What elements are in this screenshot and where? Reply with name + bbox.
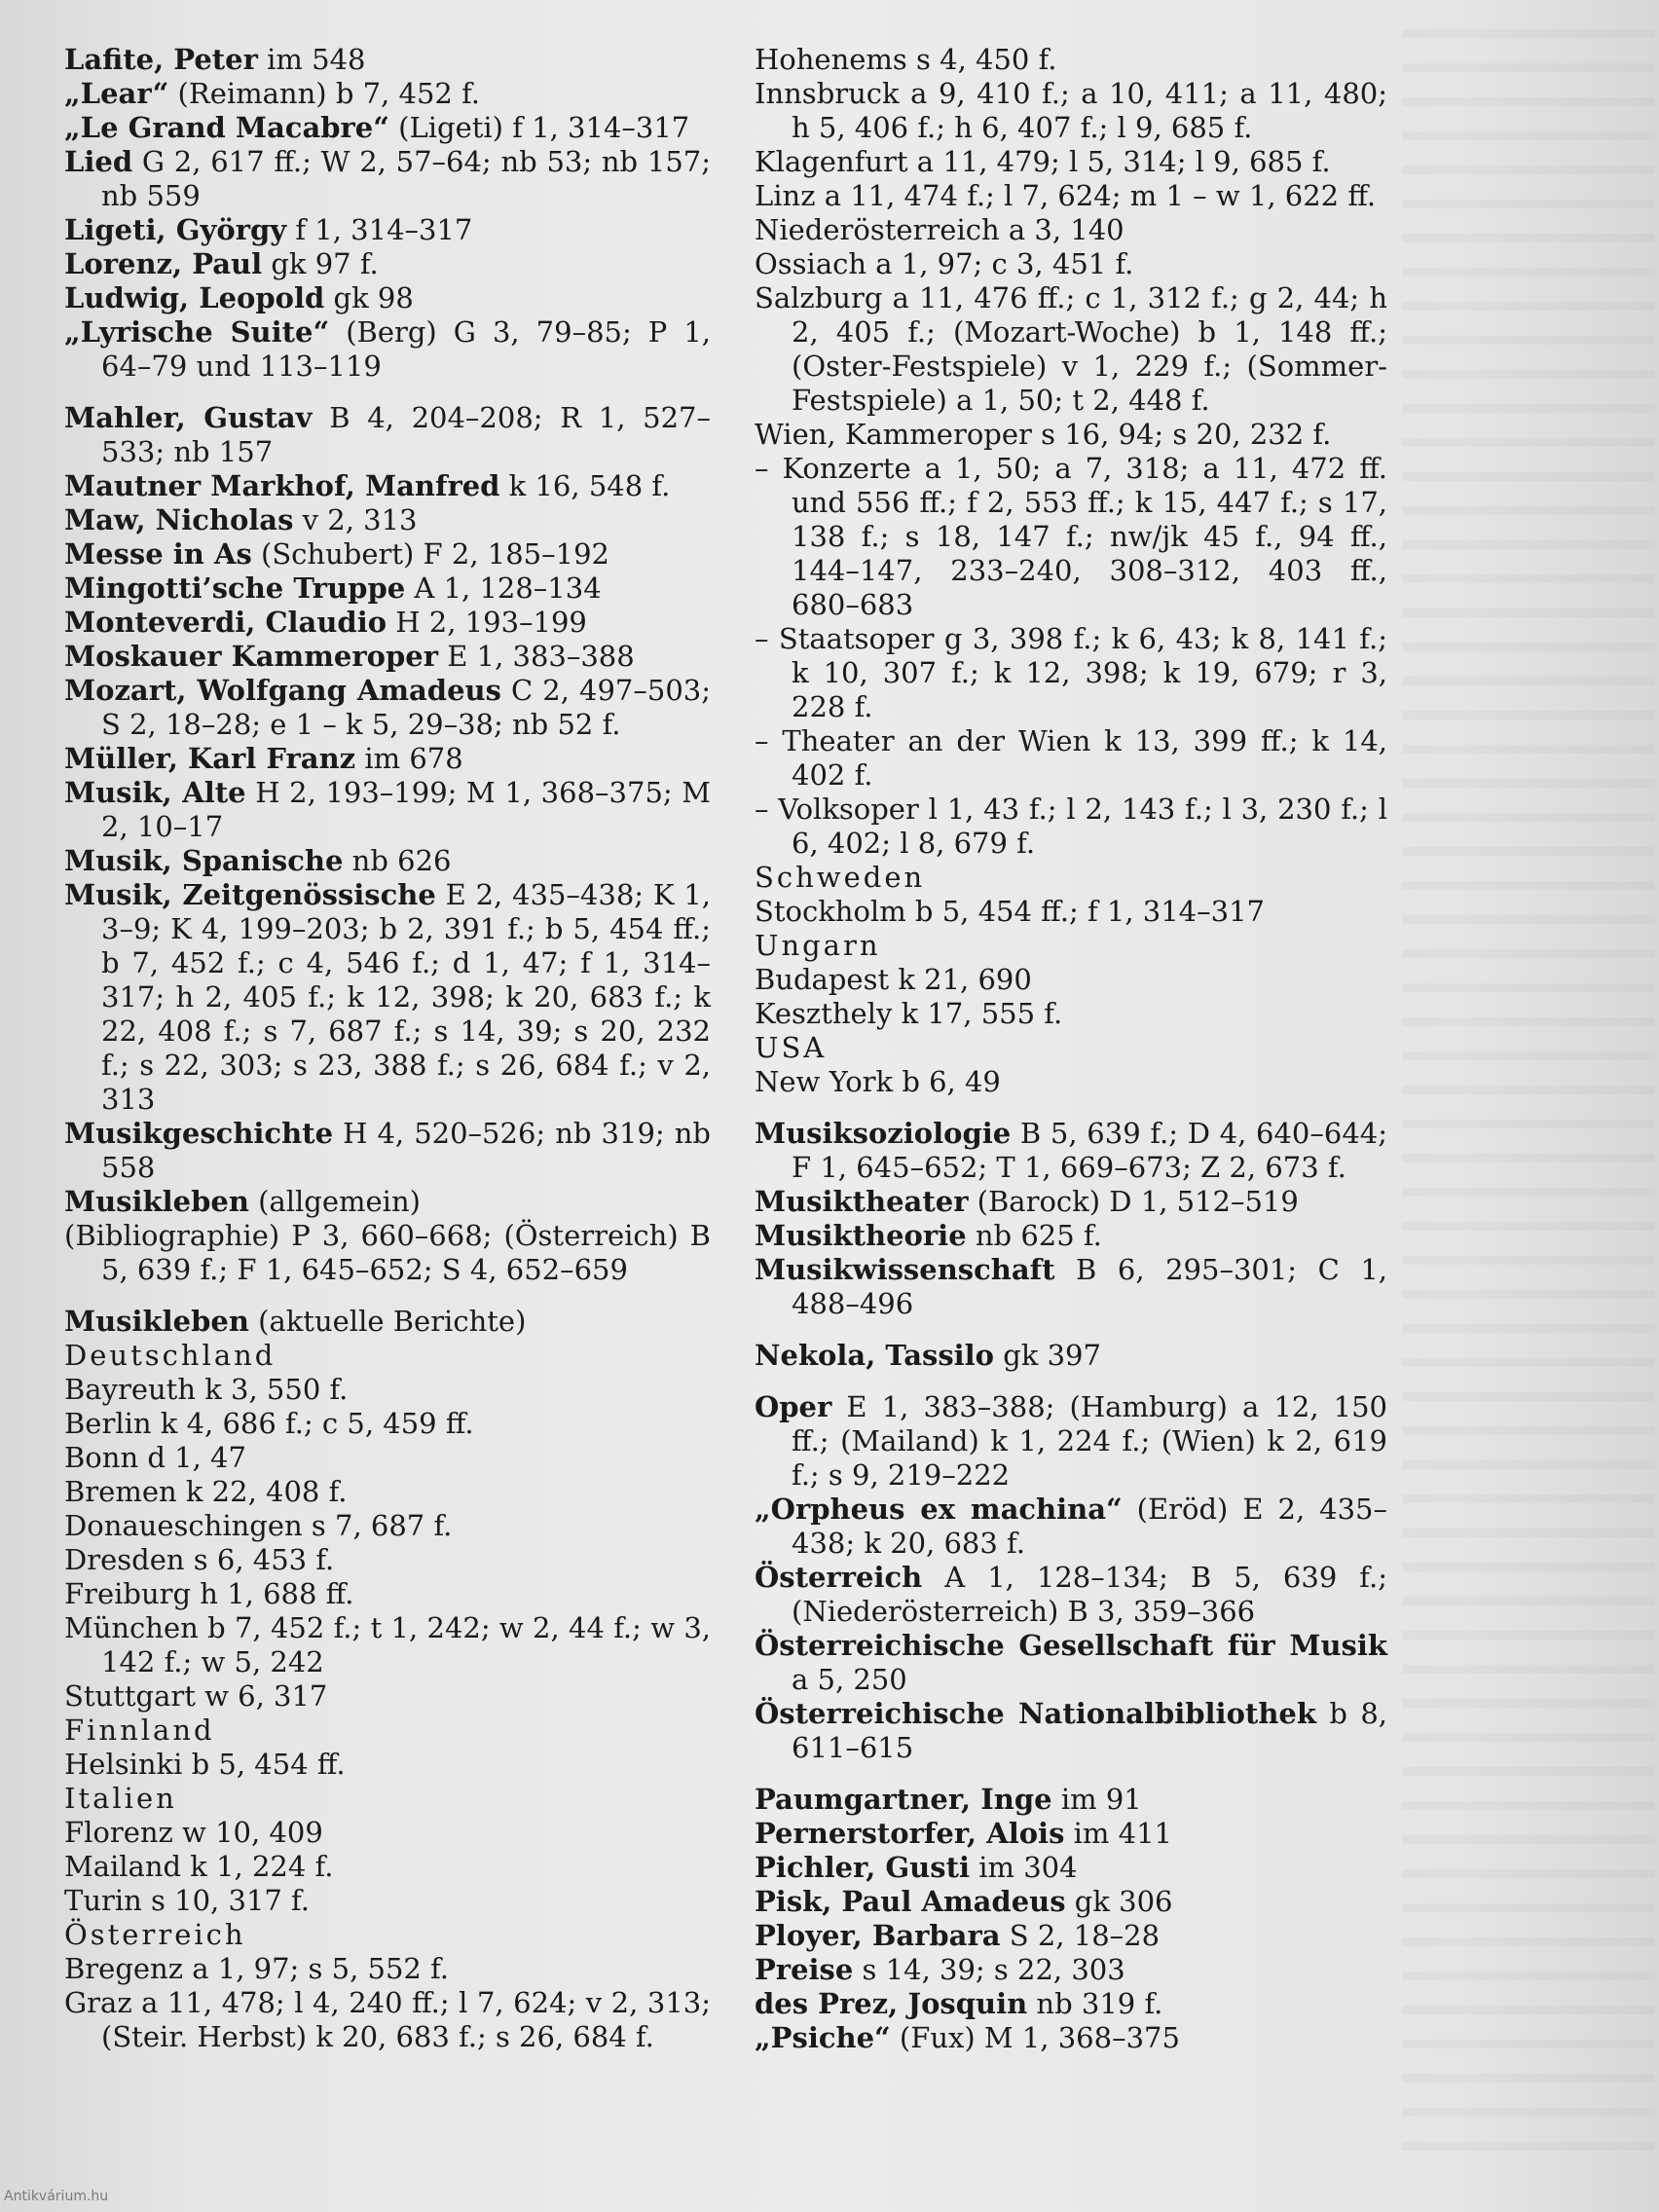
entry-references: im 678 — [355, 742, 463, 775]
entry-keyword: „Lyrische Suite“ — [64, 315, 330, 349]
entry-references: v 2, 313 — [293, 503, 418, 536]
index-column-left — [64, 43, 711, 2054]
index-entry — [64, 1441, 711, 1475]
entry-keyword: Mozart, Wolfgang Amadeus — [64, 674, 501, 707]
index-entry — [755, 997, 1387, 1031]
index-entry — [64, 1816, 711, 1850]
entry-keyword: „Orpheus ex machina“ — [755, 1493, 1123, 1526]
index-entry — [755, 622, 1387, 724]
index-entry — [755, 1987, 1387, 2021]
entry-references: München b 7, 452 f.; t 1, 242; w 2, 44 f.; w 3, 142 f.; w 5, 242 — [64, 1611, 711, 1678]
index-entry — [64, 571, 711, 606]
index-entry — [755, 77, 1387, 145]
entry-references: A 1, 128–134 — [405, 571, 602, 605]
entry-references: (aktuelle Berichte) — [248, 1305, 527, 1338]
index-entry — [755, 1953, 1387, 1987]
index-entry — [64, 844, 711, 878]
entry-references: s 14, 39; s 22, 303 — [853, 1953, 1125, 1986]
index-entry — [755, 1851, 1387, 1885]
entry-keyword: Müller, Karl Franz — [64, 742, 356, 775]
index-entry — [64, 1850, 711, 1884]
entry-keyword: Österreichische Gesellschaft für Musik — [755, 1629, 1387, 1662]
entry-keyword: Musikleben — [64, 1185, 249, 1218]
entry-keyword: Musiktheater — [755, 1185, 969, 1218]
entry-keyword: Lorenz, Paul — [64, 247, 263, 280]
entry-references: (Eröd) E 2, 435–438; k 20, 683 f. — [792, 1493, 1388, 1560]
index-entry — [64, 640, 711, 674]
index-entry — [64, 281, 711, 315]
entry-keyword: Monteverdi, Claudio — [64, 606, 387, 639]
country-heading: USA — [755, 1031, 828, 1064]
index-entry — [64, 1577, 711, 1611]
entry-references: – Theater an der Wien k 13, 399 ff.; k 14, 402 f. — [755, 724, 1387, 792]
index-entry — [64, 111, 711, 145]
entry-references: (allgemein) — [248, 1185, 421, 1218]
entry-references: C 2, 497–503; S 2, 18–28; e 1 – k 5, 29–38; nb 52 f. — [101, 674, 711, 741]
index-entry — [64, 742, 711, 776]
entry-keyword: „Psiche“ — [755, 2021, 891, 2054]
index-entry — [755, 1339, 1387, 1373]
index-entry — [64, 315, 711, 384]
entry-references: b 8, 611–615 — [792, 1697, 1388, 1764]
index-entry — [64, 1986, 711, 2054]
entry-references: S 2, 18–28 — [1000, 1919, 1161, 1952]
entry-keyword: Maw, Nicholas — [64, 503, 294, 536]
index-column-right — [755, 43, 1387, 2055]
index-entry — [64, 1509, 711, 1543]
entry-keyword: des Prez, Josquin — [755, 1987, 1028, 2020]
entry-references: Stockholm b 5, 454 ff.; f 1, 314–317 — [755, 895, 1265, 928]
entry-keyword: Lafite, Peter — [64, 43, 258, 76]
entry-references: G 2, 617 ff.; W 2, 57–64; nb 53; nb 157; nb 559 — [101, 145, 711, 212]
entry-keyword: Paumgartner, Inge — [755, 1783, 1052, 1816]
entry-references: nb 625 f. — [966, 1219, 1102, 1252]
index-entry — [755, 179, 1387, 213]
entry-references: (Ligeti) f 1, 314–317 — [388, 111, 690, 144]
entry-references: Graz a 11, 478; l 4, 240 ff.; l 7, 624; v 2, 313; (Steir. Herbst) k 20, 683 f.; s 26, 684 f. — [64, 1986, 711, 2053]
facing-page-shadow — [1402, 29, 1655, 2171]
entry-references: – Konzerte a 1, 50; a 7, 318; a 11, 472 ff. und 556 ff.; f 2, 553 ff.; k 15, 447 f.; s 17, 138 f.; s 18, 147 f.; nw/jk 45 f., 94 ff., 144–147, 233–240, 308–312, 403 ff., 680–683 — [755, 452, 1387, 621]
entry-keyword: „Le Grand Macabre“ — [64, 111, 389, 144]
watermark: Antikvárium.hu — [4, 2189, 109, 2204]
country-heading: Italien — [64, 1782, 177, 1815]
entry-references: Dresden s 6, 453 f. — [64, 1543, 335, 1576]
index-entry — [755, 1817, 1387, 1851]
index-entry — [755, 1561, 1387, 1629]
index-entry — [64, 1475, 711, 1509]
index-entry — [64, 1219, 711, 1287]
index-entry — [64, 1679, 711, 1714]
index-entry — [64, 247, 711, 281]
entry-keyword: Österreich — [755, 1561, 923, 1594]
index-entry — [755, 724, 1387, 793]
index-entry — [64, 213, 711, 247]
entry-references: Ossiach a 1, 97; c 3, 451 f. — [755, 247, 1134, 280]
index-entry — [64, 1952, 711, 1986]
index-entry — [64, 503, 711, 537]
index-entry — [755, 1117, 1387, 1185]
entry-references: (Reimann) b 7, 452 f. — [168, 77, 480, 110]
index-entry — [64, 43, 711, 77]
entry-references: Budapest k 21, 690 — [755, 963, 1032, 996]
index-entry — [755, 145, 1387, 179]
index-entry — [64, 674, 711, 742]
entry-keyword: Messe in As — [64, 537, 252, 571]
country-heading: Schweden — [755, 861, 926, 894]
entry-references: Salzburg a 11, 476 ff.; c 1, 312 f.; g 2, 44; h 2, 405 f.; (Mozart-Woche) b 1, 148 ff.; (Oster-Festspiele) v 1, 229 f.; (Sommer-Festspiele) a 1, 50; t 2, 448 f. — [755, 281, 1387, 417]
entry-references: Helsinki b 5, 454 ff. — [64, 1748, 346, 1781]
entry-references: Innsbruck a 9, 410 f.; a 10, 411; a 11, 480; h 5, 406 f.; h 6, 407 f.; l 9, 685 f. — [755, 77, 1387, 144]
entry-references: im 411 — [1064, 1817, 1172, 1850]
entry-references: Keszthely k 17, 555 f. — [755, 997, 1063, 1030]
entry-references: Bregenz a 1, 97; s 5, 552 f. — [64, 1952, 449, 1985]
entry-references: Niederösterreich a 3, 140 — [755, 213, 1124, 246]
entry-keyword: Musiksoziologie — [755, 1117, 1012, 1150]
entry-keyword: Ligeti, György — [64, 213, 287, 246]
entry-keyword: Oper — [755, 1390, 832, 1423]
entry-references: gk 397 — [994, 1339, 1101, 1372]
entry-references: gk 98 — [324, 281, 414, 314]
entry-references: gk 97 f. — [262, 247, 379, 280]
entry-references: B 5, 639 f.; D 4, 640–644; F 1, 645–652; T 1, 669–673; Z 2, 673 f. — [792, 1117, 1387, 1184]
index-entry — [64, 77, 711, 111]
country-heading: Deutschland — [64, 1339, 276, 1372]
index-entry — [64, 1305, 711, 1339]
index-entry — [755, 1919, 1387, 1953]
country-heading: Finnland — [64, 1714, 215, 1747]
index-entry — [64, 145, 711, 213]
index-entry — [64, 878, 711, 1117]
entry-references: Bayreuth k 3, 550 f. — [64, 1373, 349, 1406]
index-entry — [755, 2021, 1387, 2055]
index-entry — [755, 1253, 1387, 1321]
index-entry — [64, 469, 711, 503]
entry-keyword: Preise — [755, 1953, 854, 1986]
entry-keyword: Mautner Markhof, Manfred — [64, 469, 500, 502]
entry-keyword: „Lear“ — [64, 77, 169, 110]
entry-references: A 1, 128–134; B 5, 639 f.; (Niederösterreich) B 3, 359–366 — [792, 1561, 1387, 1628]
index-entry — [755, 963, 1387, 997]
entry-references: Linz a 11, 474 f.; l 7, 624; m 1 – w 1, 622 ff. — [755, 179, 1377, 212]
index-entry — [755, 452, 1387, 622]
entry-keyword: Musik, Zeitgenössische — [64, 878, 436, 911]
entry-references: Mailand k 1, 224 f. — [64, 1850, 334, 1883]
entry-references: B 6, 295–301; C 1, 488–496 — [792, 1253, 1387, 1320]
entry-references: (Bibliographie) P 3, 660–668; (Österreich) B 5, 639 f.; F 1, 645–652; S 4, 652–659 — [64, 1219, 711, 1286]
entry-references: – Volksoper l 1, 43 f.; l 2, 143 f.; l 3, 230 f.; l 6, 402; l 8, 679 f. — [755, 793, 1387, 860]
entry-keyword: Ludwig, Leopold — [64, 281, 325, 314]
country-heading: Ungarn — [755, 929, 881, 962]
entry-keyword: Lied — [64, 145, 133, 178]
index-entry — [755, 1697, 1387, 1765]
entry-keyword: Musikgeschichte — [64, 1117, 334, 1150]
entry-keyword: Musik, Spanische — [64, 844, 344, 877]
entry-references: im 91 — [1051, 1783, 1142, 1816]
index-entry — [755, 1885, 1387, 1919]
index-entry — [64, 776, 711, 844]
entry-references: gk 306 — [1065, 1885, 1173, 1918]
entry-keyword: Musik, Alte — [64, 776, 246, 809]
entry-keyword: Nekola, Tassilo — [755, 1339, 995, 1372]
entry-references: Berlin k 4, 686 f.; c 5, 459 ff. — [64, 1407, 474, 1440]
entry-keyword: Pichler, Gusti — [755, 1851, 970, 1884]
index-entry — [755, 1185, 1387, 1219]
entry-references: nb 626 — [343, 844, 452, 877]
entry-references: im 548 — [257, 43, 366, 76]
index-entry — [755, 418, 1387, 452]
entry-keyword: Ployer, Barbara — [755, 1919, 1001, 1952]
index-entry — [64, 606, 711, 640]
index-entry — [64, 1407, 711, 1441]
entry-references: H 2, 193–199 — [387, 606, 587, 639]
index-entry — [755, 1493, 1387, 1561]
entry-references: Klagenfurt a 11, 479; l 5, 314; l 9, 685 f. — [755, 145, 1331, 178]
entry-references: Freiburg h 1, 688 ff. — [64, 1577, 354, 1610]
index-entry — [64, 1611, 711, 1679]
entry-references: New York b 6, 49 — [755, 1065, 1001, 1098]
index-entry — [755, 1065, 1387, 1099]
entry-keyword: Musikwissenschaft — [755, 1253, 1055, 1286]
index-entry — [64, 401, 711, 469]
entry-references: – Staatsoper g 3, 398 f.; k 6, 43; k 8, 141 f.; k 10, 307 f.; k 12, 398; k 19, 679; r 3, 228 f. — [755, 622, 1387, 723]
entry-references: (Fux) M 1, 368–375 — [890, 2021, 1180, 2054]
index-entry — [64, 1373, 711, 1407]
entry-references: a 5, 250 — [792, 1663, 907, 1696]
entry-references: Florenz w 10, 409 — [64, 1816, 323, 1849]
entry-keyword: Mingotti’sche Truppe — [64, 571, 406, 605]
country-heading: Österreich — [64, 1918, 246, 1951]
entry-references: k 16, 548 f. — [499, 469, 671, 502]
index-entry — [64, 1748, 711, 1782]
entry-references: H 4, 520–526; nb 319; nb 558 — [101, 1117, 711, 1184]
entry-references: (Berg) G 3, 79–85; P 1, 64–79 und 113–119 — [101, 315, 711, 383]
index-entry — [755, 1390, 1387, 1493]
entry-references: Bonn d 1, 47 — [64, 1441, 246, 1474]
index-entry — [64, 537, 711, 571]
index-entry — [755, 793, 1387, 861]
entry-references: (Schubert) F 2, 185–192 — [251, 537, 609, 571]
entry-references: B 4, 204–208; R 1, 527–533; nb 157 — [101, 401, 711, 468]
index-entry — [64, 1884, 711, 1918]
entry-references: Bremen k 22, 408 f. — [64, 1475, 348, 1508]
index-entry — [755, 247, 1387, 281]
entry-references: E 1, 383–388; (Hamburg) a 12, 150 ff.; (Mailand) k 1, 224 f.; (Wien) k 2, 619 f.; s 9, 219–222 — [792, 1390, 1387, 1492]
index-entry — [755, 1219, 1387, 1253]
entry-references: Wien, Kammeroper s 16, 94; s 20, 232 f. — [755, 418, 1332, 451]
entry-references: Stuttgart w 6, 317 — [64, 1679, 328, 1713]
index-entry — [64, 1543, 711, 1577]
entry-references: f 1, 314–317 — [286, 213, 473, 246]
index-entry — [64, 1185, 711, 1219]
entry-keyword: Mahler, Gustav — [64, 401, 313, 434]
index-entry — [755, 281, 1387, 418]
entry-references: Turin s 10, 317 f. — [64, 1884, 310, 1917]
entry-keyword: Musiktheorie — [755, 1219, 967, 1252]
entry-keyword: Österreichische Nationalbibliothek — [755, 1697, 1316, 1730]
entry-references: nb 319 f. — [1027, 1987, 1163, 2020]
index-entry — [755, 1783, 1387, 1817]
entry-references: E 1, 383–388 — [438, 640, 635, 673]
index-entry — [755, 895, 1387, 929]
entry-references: im 304 — [969, 1851, 1078, 1884]
index-entry — [755, 43, 1387, 77]
entry-references: H 2, 193–199; M 1, 368–375; M 2, 10–17 — [101, 776, 711, 843]
entry-keyword: Pisk, Paul Amadeus — [755, 1885, 1066, 1918]
entry-references: Hohenems s 4, 450 f. — [755, 43, 1057, 76]
entry-keyword: Musikleben — [64, 1305, 249, 1338]
entry-references: Donaueschingen s 7, 687 f. — [64, 1509, 453, 1542]
entry-references: E 2, 435–438; K 1, 3–9; K 4, 199–203; b 2, 391 f.; b 5, 454 ff.; b 7, 452 f.; c 4, 546 f.; d 1, 47; f 1, 314–317; h 2, 405 f.; k 12, 398; k 20, 683 f.; k 22, 408 f.; s 7, 687 f.; s 14, 39; s 20, 232 f.; s 22, 303; s 23, 388 f.; s 26, 684 f.; v 2, 313 — [101, 878, 711, 1116]
index-entry — [755, 213, 1387, 247]
index-entry — [755, 1629, 1387, 1697]
entry-references: (Barock) D 1, 512–519 — [968, 1185, 1299, 1218]
entry-keyword: Moskauer Kammeroper — [64, 640, 439, 673]
index-entry — [64, 1117, 711, 1185]
entry-keyword: Pernerstorfer, Alois — [755, 1817, 1065, 1850]
